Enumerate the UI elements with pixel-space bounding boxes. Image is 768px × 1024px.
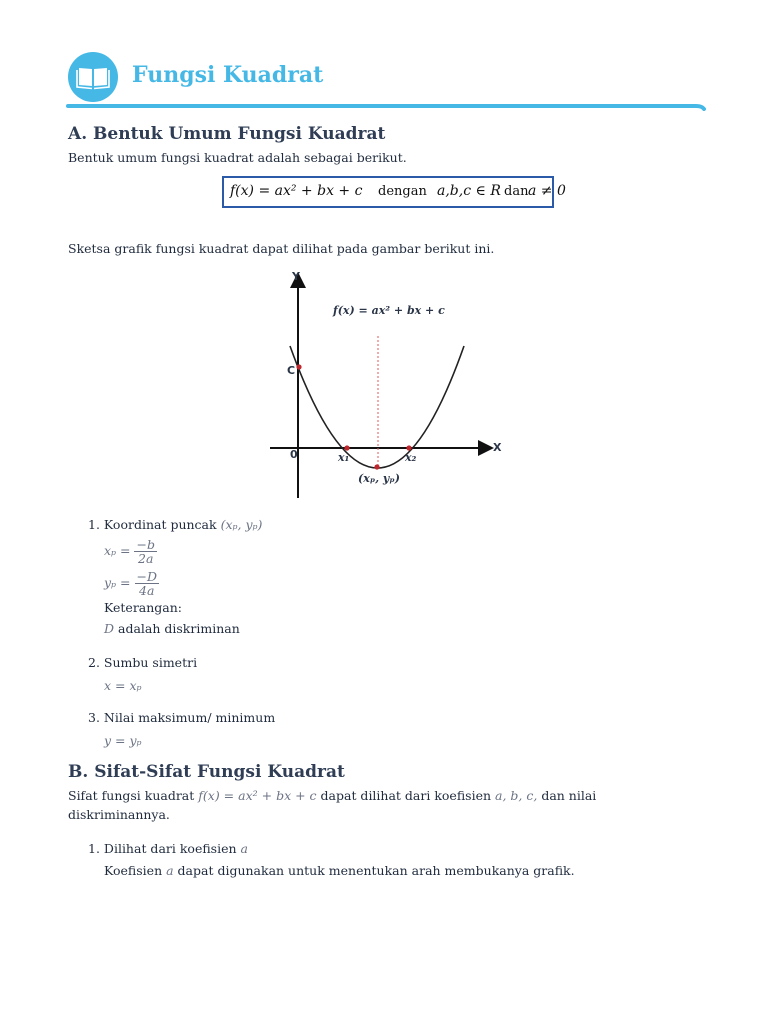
section-b-line2: diskriminannya. — [68, 807, 170, 822]
section-b-item-1-desc-b: dapat digunakan untuk menentukan arah membukanya grafik. — [177, 863, 575, 878]
list-item-1 — [88, 517, 262, 532]
section-b-heading: B. Sifat-Sifat Fungsi Kuadrat — [68, 762, 345, 782]
graph-label-x1: x₁ — [338, 451, 350, 464]
parabola-curve — [290, 346, 464, 468]
section-b-item-1-desc-a: Koefisien — [104, 863, 163, 878]
section-a-intro: Bentuk umum fungsi kuadrat adalah sebagai berikut. — [68, 150, 407, 165]
yp-lhs: yₚ = — [104, 575, 131, 591]
point-x1 — [344, 445, 349, 450]
header-icon-circle — [68, 52, 118, 102]
section-b-item-1-desc-math: a — [166, 863, 174, 878]
list-item-2-eq: x = xₚ — [104, 678, 142, 693]
formula-dengan: dengan — [378, 184, 427, 199]
list-item-2-number: 2. — [88, 655, 100, 670]
graph-equation: f(x) = ax² + bx + c — [333, 304, 445, 317]
point-vertex — [374, 464, 379, 469]
section-b-item-1-title-math: a — [240, 841, 248, 856]
sketch-text: Sketsa grafik fungsi kuadrat dapat dilihat pada gambar berikut ini. — [68, 241, 495, 256]
yp-denominator: 4a — [139, 583, 155, 599]
formula-general: f(x) = ax² + bx + c — [230, 183, 363, 199]
yp-fraction — [135, 570, 160, 597]
keterangan-label: Keterangan: — [104, 600, 183, 615]
section-b-line1-c: dan nilai — [541, 788, 597, 803]
header-divider — [66, 101, 706, 111]
point-x2 — [406, 445, 411, 450]
point-c — [296, 364, 301, 369]
section-b-item-1-desc — [104, 863, 575, 878]
section-b-item-1 — [88, 841, 248, 856]
graph-label-vertex: (xₚ, yₚ) — [358, 472, 400, 485]
graph-label-y: Y — [292, 270, 300, 283]
list-item-3 — [88, 710, 275, 725]
list-item-3-eq: y = yₚ — [104, 733, 142, 748]
graph-label-x2: x₂ — [405, 451, 417, 464]
formula-dan: dan — [504, 184, 529, 199]
yp-formula — [104, 570, 159, 597]
formula-set: a,b,c ∈ R — [437, 183, 501, 199]
list-item-3-title: Nilai maksimum/ minimum — [103, 710, 276, 725]
xp-denominator: 2a — [138, 551, 154, 567]
list-item-2 — [88, 655, 197, 670]
section-b-line1-b: dapat dilihat dari koefisien — [320, 788, 492, 803]
book-icon — [68, 52, 118, 102]
formula-box — [222, 176, 566, 208]
section-b-line1 — [68, 788, 596, 803]
list-item-1-title-math: (xₚ, yₚ) — [220, 517, 263, 532]
graph-label-c: C — [287, 364, 296, 377]
graph-label-x: X — [493, 441, 502, 454]
yp-numerator: −D — [136, 569, 157, 584]
xp-formula — [104, 538, 157, 565]
list-item-1-number: 1. — [88, 517, 100, 532]
list-item-2-title: Sumbu simetri — [103, 655, 198, 670]
keterangan-desc: adalah diskriminan — [118, 621, 240, 636]
section-b-line1-math: f(x) = ax² + bx + c — [198, 788, 317, 803]
graph-label-origin: 0 — [290, 448, 298, 461]
section-b-line1-a: Sifat fungsi kuadrat — [68, 788, 195, 803]
section-b-item-1-number: 1. — [88, 841, 100, 856]
xp-lhs: xₚ = — [104, 543, 131, 559]
xp-numerator: −b — [136, 537, 155, 552]
page-title: Fungsi Kuadrat — [132, 62, 324, 88]
formula-condition: a ≠ 0 — [528, 183, 566, 199]
keterangan-math: D — [104, 621, 115, 636]
section-b-item-1-title: Dilihat dari koefisien — [103, 841, 237, 856]
list-item-3-number: 3. — [88, 710, 100, 725]
section-a-heading: A. Bentuk Umum Fungsi Kuadrat — [68, 124, 386, 144]
list-item-1-title: Koordinat puncak — [103, 517, 217, 532]
keterangan-text — [104, 621, 240, 636]
xp-fraction — [134, 538, 156, 565]
section-b-line1-coef: a, b, c, — [495, 788, 538, 803]
